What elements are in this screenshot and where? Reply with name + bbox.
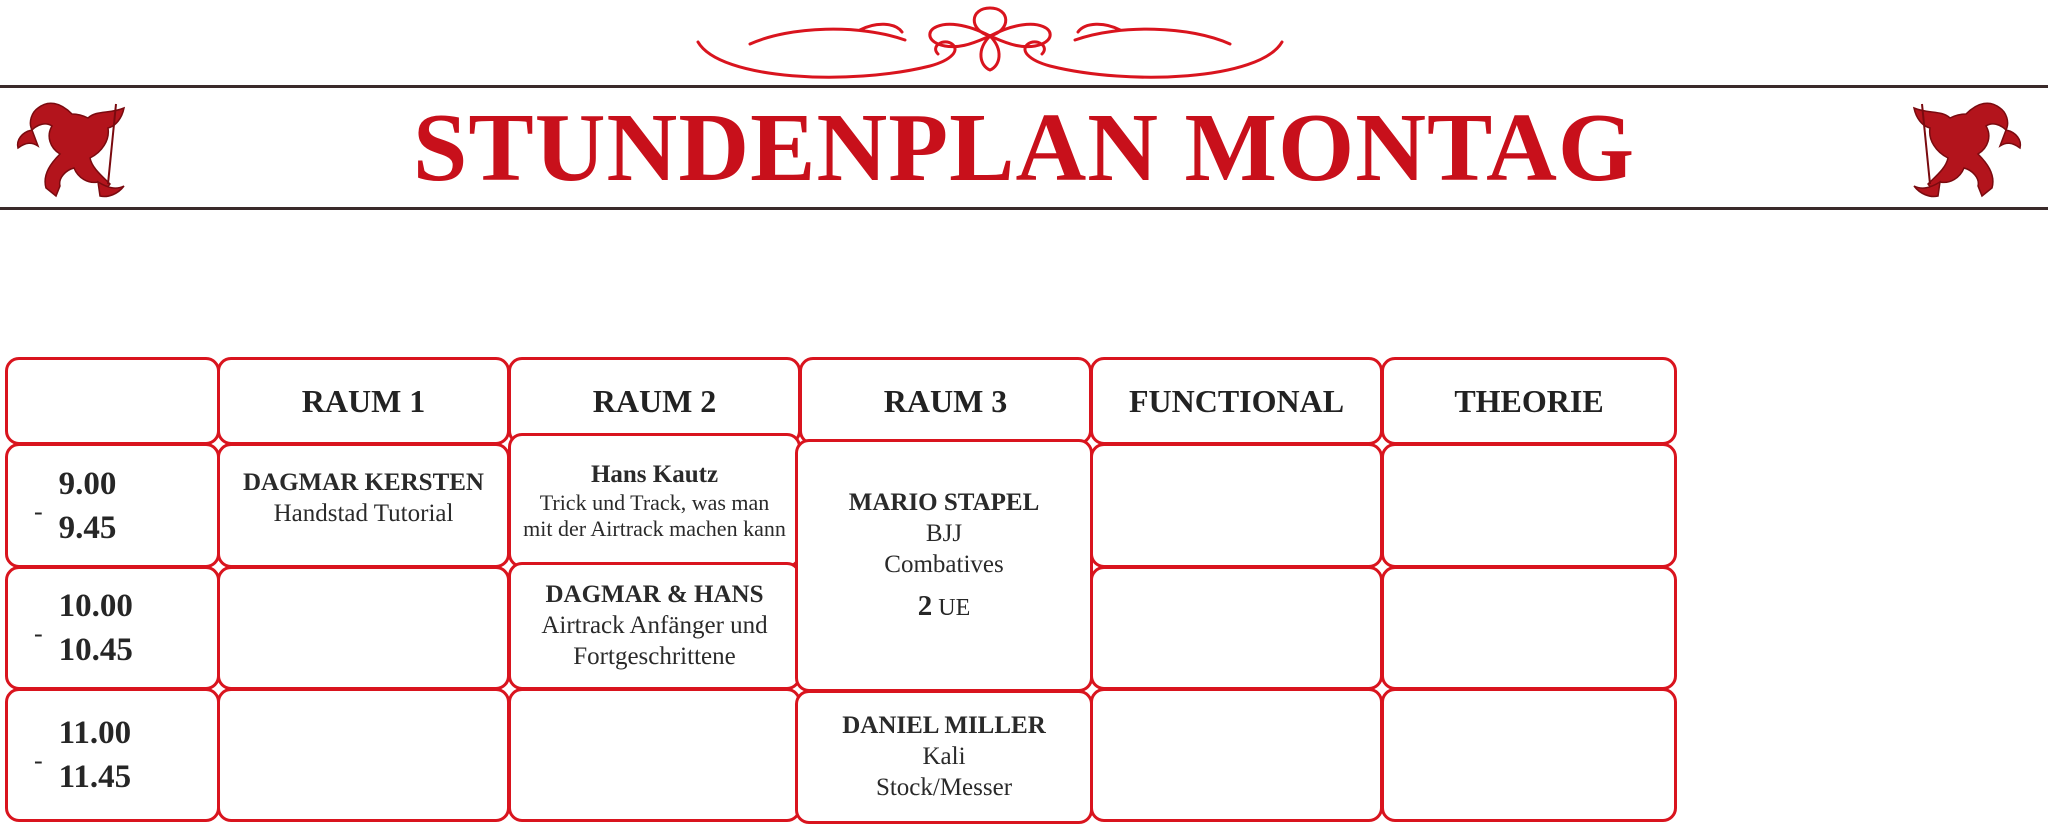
column-header-raum-2	[508, 357, 801, 445]
session-raum1-slot1	[217, 443, 510, 568]
column-header-label: RAUM 2	[592, 382, 717, 419]
column-header-label: RAUM 3	[883, 382, 1008, 419]
session-raum2-slot1	[508, 433, 801, 568]
time-slot-2	[5, 566, 220, 690]
session-theorie-slot2	[1381, 566, 1677, 690]
session-desc: Trick und Track, was man mit der Airtrack machen kann	[523, 489, 786, 541]
session-raum1-slot3	[217, 688, 510, 822]
session-raum2-slot2	[508, 562, 801, 690]
header-rule-top	[0, 85, 2048, 88]
time-start: 9.00	[58, 465, 117, 502]
time-dash: -	[34, 619, 43, 648]
session-line: BJJ	[925, 520, 963, 547]
time-start: 11.00	[58, 715, 132, 751]
column-header-label: RAUM 1	[301, 382, 426, 419]
session-functional-slot3	[1090, 688, 1383, 822]
ue-label: UE	[938, 595, 971, 621]
session-name: DAGMAR KERSTEN	[243, 469, 484, 496]
session-name: DANIEL MILLER	[842, 712, 1046, 739]
session-name: Hans Kautz	[590, 460, 719, 488]
session-raum3-slot3	[795, 690, 1093, 824]
session-raum3-slot1-2	[795, 439, 1093, 692]
session-raum1-slot2	[217, 566, 510, 690]
column-header-raum-3	[799, 357, 1092, 445]
column-header-functional	[1090, 357, 1383, 445]
session-name: MARIO STAPEL	[848, 489, 1040, 516]
session-line: Stock/Messer	[875, 774, 1013, 801]
ornament-flourish	[690, 0, 1290, 86]
session-functional-slot1	[1090, 443, 1383, 568]
time-end: 11.45	[58, 759, 132, 795]
session-line: Kali	[922, 743, 966, 770]
session-theorie-slot1	[1381, 443, 1677, 568]
header-cell-corner	[5, 357, 220, 445]
column-header-label: THEORIE	[1454, 382, 1604, 419]
column-header-label: FUNCTIONAL	[1128, 382, 1345, 419]
session-line: Combatives	[884, 551, 1004, 578]
time-slot-1	[5, 443, 220, 568]
ue-count: 2	[917, 590, 933, 622]
session-ue	[918, 590, 971, 624]
session-functional-slot2	[1090, 566, 1383, 690]
column-header-theorie	[1381, 357, 1677, 445]
column-header-raum-1	[217, 357, 510, 445]
time-dash: -	[34, 496, 43, 526]
session-desc: Airtrack Anfänger und Fortgeschrittene	[541, 612, 768, 670]
time-dash: -	[34, 746, 43, 775]
time-end: 9.45	[58, 509, 117, 546]
time-end: 10.45	[58, 632, 133, 668]
session-raum2-slot3	[508, 688, 801, 822]
time-slot-3	[5, 688, 220, 822]
page-title: STUNDENPLAN MONTAG	[412, 94, 1636, 202]
time-start: 10.00	[58, 588, 133, 624]
session-desc: Handstad Tutorial	[273, 500, 454, 527]
header-rule-bottom	[0, 207, 2048, 210]
session-name: DAGMAR & HANS	[545, 581, 764, 608]
session-theorie-slot3	[1381, 688, 1677, 822]
